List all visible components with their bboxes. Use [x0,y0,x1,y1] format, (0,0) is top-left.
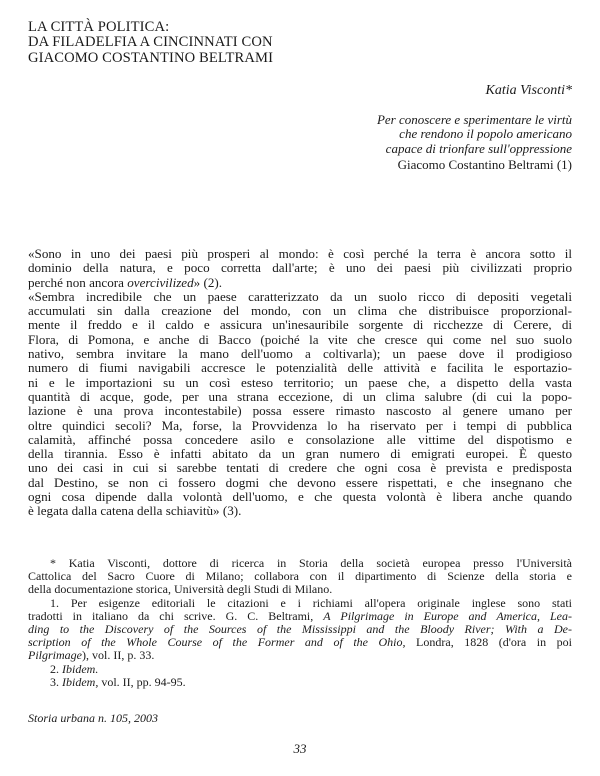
title-line-3: GIACOMO COSTANTINO BELTRAMI [28,49,274,66]
text-line: numero di fiumi navigabili accresce le potenzialità delle attività e facilita le esportazio- [28,360,572,376]
text-line: nativo, sembra invitare la mano dell'uomo a coltivarla); un paese dove il prodigioso [28,346,572,362]
footnote-line: della documentazione storica, Università degli Studi di Milano. [28,582,333,597]
body-paragraph-2 [28,290,572,519]
italic-term: Ibidem, [62,674,99,689]
text-span: ), vol. II, p. 33. [82,648,155,663]
text-line: dal Destino, se non ci fossero dogmi che devono essere rispettati, e che insegnano che [28,474,572,490]
footnote-line: Cattolica del Sacro Cuore di Milano; collabora con il dipartimento di Scienze della storia e [28,569,572,584]
text-line: Flora, di Pomona, e anche di Bacco (poiché la vite che cresce qui come nel suo suolo [28,331,572,347]
footnote-line [28,649,572,662]
book-title: Pilgrimage [28,648,82,663]
text-line: oltre quindici secoli? Ma, forse, la Provvidenza lo ha riservato per i tempi di pubblica [28,417,572,433]
epigraph [377,113,572,173]
body-text [28,247,572,519]
footnote-3 [28,676,572,689]
text-line: uno dei casi in cui si sarebbe tentati di credere che ogni cosa è prevista e predisposta [28,460,572,476]
footnote-author [28,557,572,597]
article-title [28,20,273,66]
italic-term: overcivilized [127,274,194,290]
footnote-line: 1. Per esigenze editoriali le citazioni e i richiami all'opera originale inglese sono stati [50,595,572,610]
text-line: dominio della natura, e poco corretta dall'arte; è uno dei paesi più civilizzati proprio [28,260,572,276]
author-name: Katia Visconti* [485,83,572,98]
text-line: ni e le importazioni su un così esteso territorio; un paese che, a dispetto della vasta [28,374,572,390]
footnote-number: 2. [50,661,62,676]
italic-term: Ibidem. [62,661,99,676]
text-line: mente il freddo e il caldo e assicura un'inesauribile sorgente di ricchezze di Cerere, di [28,317,572,333]
text-span: vol. II, pp. 94-95. [98,674,186,689]
footnote-number: 3. [50,674,62,689]
footnote-ref: » (2). [193,274,223,290]
text-line: è legata dalla catena della schiavitù» (3). [28,503,242,519]
title-line-1: LA CITTÀ POLITICA: [28,19,170,35]
text-line: quantità di acque, gode, per una strana eccezione, di un clima salubre (di cui la popo- [28,388,572,404]
text-line: lazione è una prova incontestabile) possa essere rimasto nascosto al genere umano per [28,403,572,419]
book-title: A Pilgrimage in Europe and America, Lea- [323,608,572,623]
epigraph-line-3: capace di trionfare sull'oppressione [385,140,572,156]
text-line: accumulati sin dalla creazione del mondo, con un clima che distribuisce proporzional- [28,303,572,319]
page-number: 33 [293,741,307,756]
body-paragraph-1 [28,247,572,290]
book-title: scription of the Whole Course of the Former and of the Ohio, [28,635,406,650]
text-line: calamità, affinché possa concedere asilo e consolazione alle vittime del dispotismo e [28,431,572,447]
footnotes [28,557,572,689]
epigraph-attribution: Giacomo Costantino Beltrami (1) [397,157,572,173]
text-line: «Sembra incredibile che un paese caratterizzato da un suolo ricco di depositi vegetali [28,288,572,304]
footnote-1 [28,597,572,663]
text-span: tradotti in italiano da chi scrive. G. C. Beltrami, [28,608,324,623]
text-line: ogni cosa dipende dalla volontà dell'uomo, e che questa volontà è libera anche quando [28,489,572,505]
text-line [28,276,572,290]
journal-reference: Storia urbana n. 105, 2003 [28,711,159,725]
title-line-2: DA FILADELFIA A CINCINNATI CON [28,34,273,51]
book-title: ding to the Discovery of the Sources of the Mississippi and the Bloody River; With a De- [28,622,572,637]
footnote-line [28,676,572,689]
text-span: Londra, 1828 (d'ora in poi [405,635,572,650]
footnote-line: * Katia Visconti, dottore di ricerca in Storia della società europea presso l'Università [50,556,572,570]
epigraph-line-2: che rendono il popolo americano [399,126,572,142]
text-line: «Sono in uno dei paesi più prosperi al mondo: è così perché la terra è ancora sotto il [28,246,572,261]
epigraph-line-1: Per conoscere e sperimentare le virtù [376,112,572,127]
text-line: della tirannia. Esso è infatti abitato da un gran numero di emigrati europei. È questo [28,446,572,462]
text-span: perché non ancora [28,274,128,290]
